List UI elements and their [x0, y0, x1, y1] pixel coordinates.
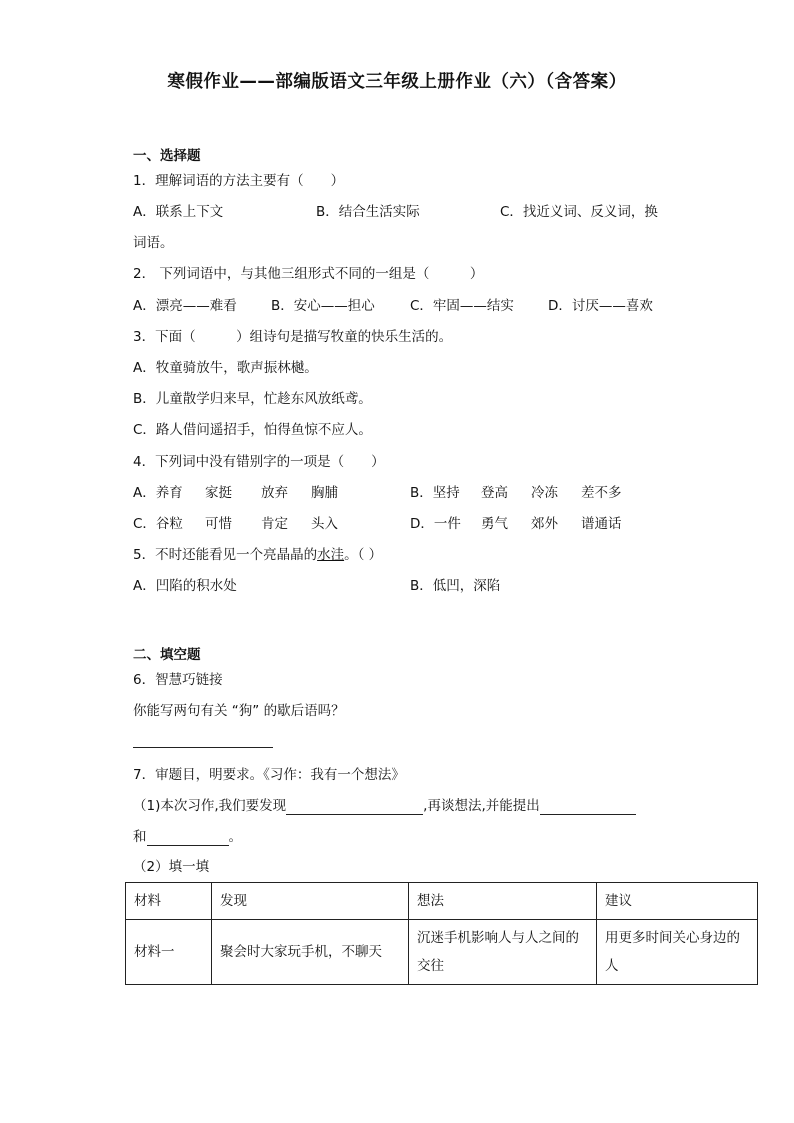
question-4-option-d-label: D．一件 — [410, 516, 461, 532]
question-1-option-b: B．结合生活实际 — [316, 204, 420, 220]
fill-in-table — [125, 882, 758, 985]
section-heading-fill: 二、填空题 — [133, 647, 201, 663]
question-4-option-c-label: C．谷粒 — [133, 516, 183, 532]
question-4-option-c-word: 肯定 — [261, 516, 288, 532]
question-5-option-a: A．凹陷的积水处 — [133, 578, 237, 594]
question-7-part-1-continued: 和 。 — [133, 829, 242, 845]
question-1-stem: 1．理解词语的方法主要有（ ） — [133, 173, 345, 189]
question-4-option-b-word: 登高 — [481, 485, 508, 501]
table-header-cell: 想法 — [409, 883, 597, 920]
question-4-option-b-label: B．坚持 — [410, 485, 460, 501]
question-1-option-c-continued: 词语。 — [133, 235, 174, 251]
question-3-stem: 3．下面（ ）组诗句是描写牧童的快乐生活的。 — [133, 329, 453, 345]
question-4-option-b-word: 差不多 — [581, 485, 622, 501]
question-2-option-a: A．漂亮——难看 — [133, 298, 237, 314]
question-4-option-d-word: 勇气 — [481, 516, 508, 532]
question-4-option-c-word: 可惜 — [205, 516, 232, 532]
question-2-stem: 2． 下列词语中，与其他三组形式不同的一组是（ ） — [133, 266, 484, 282]
table-header-row — [126, 883, 758, 920]
question-2-option-c: C．牢固——结实 — [410, 298, 514, 314]
question-4-option-a-label: A．养育 — [133, 485, 183, 501]
table-cell: 沉迷手机影响人与人之间的交往 — [409, 920, 597, 985]
question-4-option-a-word: 家挺 — [205, 485, 232, 501]
answer-blank[interactable] — [147, 830, 229, 846]
question-4-option-d-word: 郊外 — [531, 516, 558, 532]
table-cell: 材料一 — [126, 920, 212, 985]
question-1-option-a: A．联系上下文 — [133, 204, 224, 220]
table-cell: 聚会时大家玩手机，不聊天 — [212, 920, 409, 985]
answer-blank[interactable] — [286, 799, 423, 815]
table-row — [126, 920, 758, 985]
question-3-option-c: C．路人借问遥招手，怕得鱼惊不应人。 — [133, 422, 372, 438]
question-6-text: 你能写两句有关 “狗” 的歇后语吗？ — [133, 703, 345, 719]
underlined-word: 水洼 — [317, 547, 345, 563]
section-heading-choice: 一、选择题 — [133, 148, 201, 164]
question-4-option-c-word: 头入 — [311, 516, 338, 532]
question-2-option-d: D．讨厌——喜欢 — [548, 298, 653, 314]
question-5-stem: 5．不时还能看见一个亮晶晶的水洼。（ ） — [133, 547, 383, 563]
answer-blank[interactable] — [540, 799, 636, 815]
page-title: 寒假作业——部编版语文三年级上册作业（六）（含答案） — [167, 72, 627, 92]
question-4-option-a-word: 放弃 — [261, 485, 288, 501]
question-6-stem: 6．智慧巧链接 — [133, 672, 223, 688]
question-2-option-b: B．安心——担心 — [271, 298, 375, 314]
question-3-option-b: B．儿童散学归来早，忙趁东风放纸鸢。 — [133, 391, 372, 407]
question-6-answer-blank[interactable] — [133, 730, 273, 748]
question-3-option-a: A．牧童骑放牛，歌声振林樾。 — [133, 360, 318, 376]
table-header-cell: 发现 — [212, 883, 409, 920]
question-4-stem: 4．下列词中没有错别字的一项是（ ） — [133, 454, 385, 470]
table-header-cell: 建议 — [597, 883, 758, 920]
question-4-option-d-word: 谱通话 — [581, 516, 622, 532]
question-7-part-1: （1)本次习作,我们要发现 ,再谈想法,并能提出 — [133, 797, 636, 815]
question-4-option-b-word: 冷冻 — [531, 485, 558, 501]
question-7-stem: 7．审题目，明要求。《习作：我有一个想法》 — [133, 767, 405, 783]
question-4-option-a-word: 胸脯 — [311, 485, 338, 501]
question-5-option-b: B．低凹，深陷 — [410, 578, 501, 594]
table-cell: 用更多时间关心身边的人 — [597, 920, 758, 985]
table-header-cell: 材料 — [126, 883, 212, 920]
question-1-option-c: C．找近义词、反义词，换 — [500, 204, 658, 220]
question-7-part-2: （2）填一填 — [133, 859, 210, 875]
